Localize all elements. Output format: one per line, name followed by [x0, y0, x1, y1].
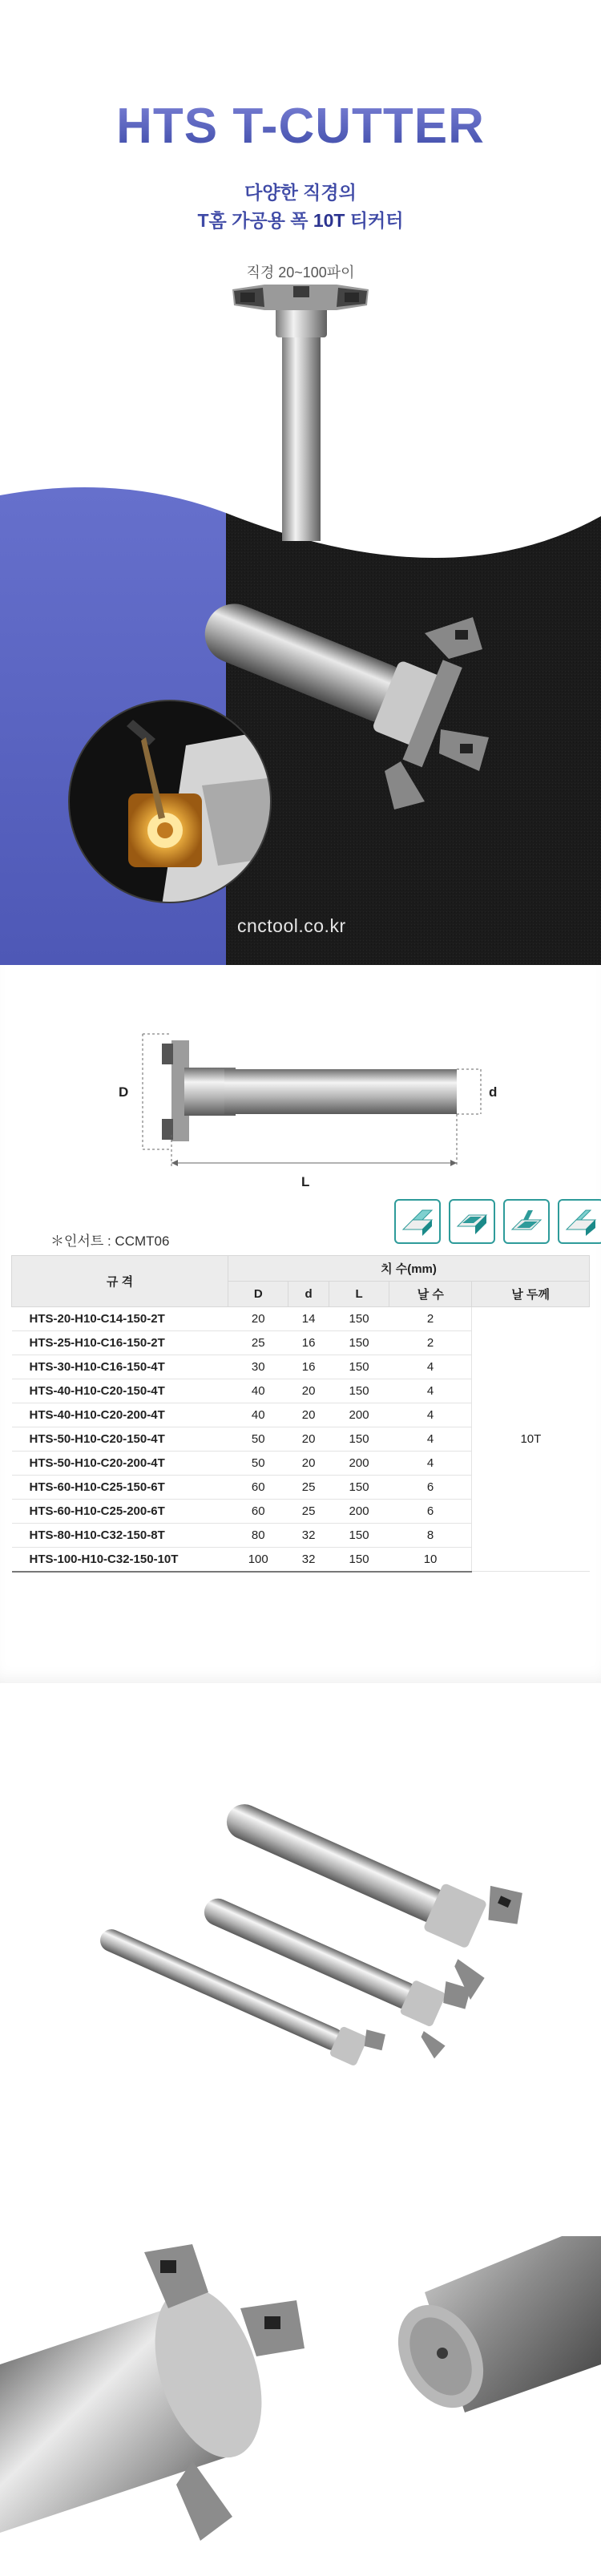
d-cell: 20: [288, 1403, 329, 1427]
flutes-cell: 4: [389, 1355, 472, 1379]
D-cell: 50: [228, 1427, 288, 1452]
model-cell: HTS-40-H10-C20-200-4T: [12, 1403, 228, 1427]
d-cell: 16: [288, 1331, 329, 1355]
label-L: L: [301, 1174, 310, 1189]
d-cell: 25: [288, 1476, 329, 1500]
model-cell: HTS-20-H10-C14-150-2T: [12, 1307, 228, 1331]
D-cell: 40: [228, 1379, 288, 1403]
flutes-cell: 2: [389, 1307, 472, 1331]
model-cell: HTS-80-H10-C32-150-8T: [12, 1524, 228, 1548]
L-cell: 200: [329, 1403, 389, 1427]
header-D: D: [228, 1282, 288, 1307]
flutes-cell: 4: [389, 1452, 472, 1476]
label-D: D: [119, 1084, 129, 1100]
flutes-cell: 8: [389, 1524, 472, 1548]
D-cell: 50: [228, 1452, 288, 1476]
L-cell: 200: [329, 1452, 389, 1476]
application-icons: [394, 1199, 601, 1244]
L-cell: 150: [329, 1307, 389, 1331]
L-cell: 150: [329, 1331, 389, 1355]
flutes-cell: 4: [389, 1427, 472, 1452]
blade-thickness-cell: 10T: [472, 1307, 590, 1572]
spec-table: [11, 1255, 590, 1573]
model-cell: HTS-50-H10-C20-200-4T: [12, 1452, 228, 1476]
hero-section: [0, 0, 601, 965]
groove-icon: [449, 1199, 495, 1244]
header-dimensions: 치 수(mm): [228, 1256, 590, 1282]
model-cell: HTS-25-H10-C16-150-2T: [12, 1331, 228, 1355]
header-flutes: 날 수: [389, 1282, 472, 1307]
D-cell: 100: [228, 1548, 288, 1572]
hero-subtitle-line2: [0, 206, 601, 232]
flutes-cell: 6: [389, 1500, 472, 1524]
model-cell: HTS-50-H10-C20-150-4T: [12, 1427, 228, 1452]
header-d: d: [288, 1282, 329, 1307]
dimension-diagram: [104, 1023, 521, 1191]
header-model: 규 격: [12, 1256, 228, 1307]
L-cell: 150: [329, 1355, 389, 1379]
insert-spec-label: ＊인서트 : CCMT06: [50, 1233, 170, 1249]
cutter-vertical-image: [216, 277, 385, 541]
spec-section: [0, 965, 601, 1683]
three-cutters-image: [64, 1803, 561, 2172]
D-cell: 30: [228, 1355, 288, 1379]
L-cell: 150: [329, 1427, 389, 1452]
L-cell: 150: [329, 1379, 389, 1403]
d-cell: 14: [288, 1307, 329, 1331]
D-cell: 60: [228, 1500, 288, 1524]
model-cell: HTS-40-H10-C20-150-4T: [12, 1379, 228, 1403]
insert-closeup-image: [66, 697, 274, 906]
D-cell: 40: [228, 1403, 288, 1427]
slot-cut-icon: [394, 1199, 441, 1244]
model-cell: HTS-100-H10-C32-150-10T: [12, 1548, 228, 1572]
hero-title: HTS T-CUTTER: [0, 98, 601, 155]
subtitle-suffix: 티커터: [345, 210, 404, 231]
D-cell: 25: [228, 1331, 288, 1355]
L-cell: 200: [329, 1500, 389, 1524]
d-cell: 32: [288, 1524, 329, 1548]
flutes-cell: 10: [389, 1548, 472, 1572]
flutes-cell: 4: [389, 1379, 472, 1403]
t-slot-icon: [503, 1199, 550, 1244]
D-cell: 60: [228, 1476, 288, 1500]
d-cell: 32: [288, 1548, 329, 1572]
L-cell: 150: [329, 1476, 389, 1500]
flutes-cell: 2: [389, 1331, 472, 1355]
subtitle-prefix: T홈 가공용 폭: [197, 210, 313, 231]
D-cell: 80: [228, 1524, 288, 1548]
model-cell: HTS-60-H10-C25-200-6T: [12, 1500, 228, 1524]
L-cell: 150: [329, 1524, 389, 1548]
d-cell: 16: [288, 1355, 329, 1379]
flutes-cell: 6: [389, 1476, 472, 1500]
hero-subtitle-line1: 다양한 직경의: [244, 182, 357, 203]
model-cell: HTS-60-H10-C25-150-6T: [12, 1476, 228, 1500]
L-cell: 150: [329, 1548, 389, 1572]
d-cell: 20: [288, 1379, 329, 1403]
D-cell: 20: [228, 1307, 288, 1331]
website-url: cnctool.co.kr: [237, 915, 346, 936]
step-cut-icon: [558, 1199, 601, 1244]
model-cell: HTS-30-H10-C16-150-4T: [12, 1355, 228, 1379]
shank-end-closeup-image: [377, 2236, 601, 2429]
d-cell: 25: [288, 1500, 329, 1524]
flutes-cell: 4: [389, 1403, 472, 1427]
d-cell: 20: [288, 1452, 329, 1476]
header-L: L: [329, 1282, 389, 1307]
d-cell: 20: [288, 1427, 329, 1452]
table-row: [12, 1307, 590, 1331]
header-blade-thickness: 날 두께: [472, 1282, 590, 1307]
subtitle-bold: 10T: [313, 210, 345, 231]
product-photos-section: [0, 1683, 601, 2576]
hero-size-range: 직경 20~100파이: [246, 264, 355, 281]
label-d: d: [489, 1084, 498, 1100]
cutter-head-closeup-image: [0, 2196, 313, 2576]
